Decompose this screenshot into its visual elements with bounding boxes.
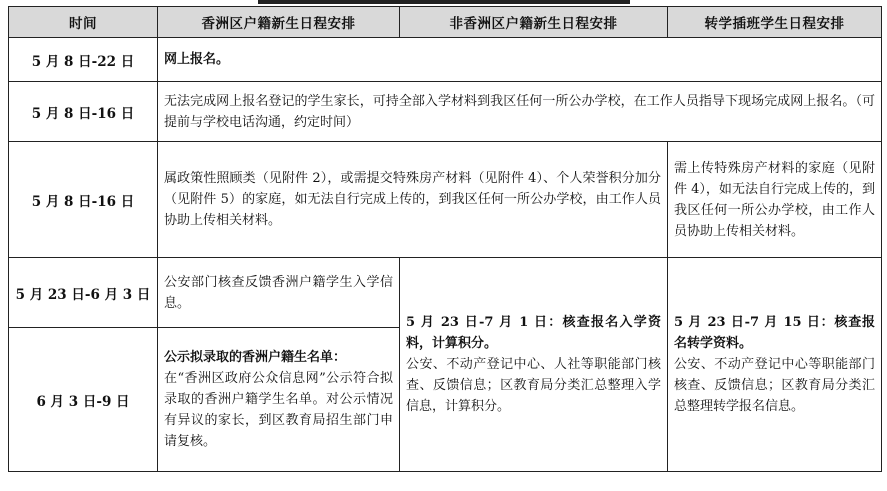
non-local-merged-cell: [400, 258, 668, 472]
transfer-text: 公安、不动产登记中心等职能部门核查、反馈信息；区教育局分类汇总整理转学报名信息。: [674, 357, 875, 414]
row-text: 无法完成网上报名登记的学生家长，可持全部入学材料到我区任何一所公办学校，在工作人员指导下现场完成网上报名。（可提前与学校电话沟通，约定时间）: [164, 93, 875, 130]
date-cell: 6 月 3 日-9 日: [9, 328, 158, 472]
content-cell: [158, 328, 400, 472]
non-local-title: 5 月 23 日-7 月 1 日：核查报名入学资料，计算积分。: [406, 315, 661, 351]
non-local-text: 公安、不动产登记中心、人社等职能部门核查、反馈信息；区教育局分类汇总整理入学信息，计算积分。: [406, 357, 661, 414]
content-cell: [158, 38, 882, 82]
date-cell: 5 月 8 日-16 日: [9, 82, 158, 142]
publicity-text: 在“香洲区政府公众信息网”公示符合拟录取的香洲户籍学生名单。对公示情况有异议的家长，到区教育局招生部门申请复核。: [164, 371, 393, 449]
date-cell: 5 月 23 日-6 月 3 日: [9, 258, 158, 328]
header-transfer: 转学插班学生日程安排: [668, 7, 882, 38]
table-row: [9, 258, 882, 328]
date-cell: 5 月 8 日-22 日: [9, 38, 158, 82]
table-row: [9, 38, 882, 82]
content-cell: [158, 258, 400, 328]
row-text: 需上传特殊房产材料的家庭（见附件 4），如无法自行完成上传的，到我区任何一所公办学校，由工作人员协助上传相关材料。: [674, 160, 875, 239]
row-text: 网上报名。: [164, 52, 230, 67]
content-cell: [158, 142, 668, 258]
row-text: 属政策性照顾类（见附件 2），或需提交特殊房产材料（见附件 4）、个人荣誉积分加分（见附件 5）的家庭，如无法自行完成上传的，到我区任何一所公办学校，由工作人员协助上传相关材料。: [164, 171, 661, 228]
header-row: [9, 7, 882, 38]
header-time: 时间: [9, 7, 158, 38]
date-cell: 5 月 8 日-16 日: [9, 142, 158, 258]
publicity-title: 公示拟录取的香洲户籍生名单：: [164, 350, 347, 365]
transfer-title: 5 月 23 日-7 月 15 日：核查报名转学资料。: [674, 315, 875, 351]
transfer-merged-cell: [668, 258, 882, 472]
table-row: [9, 82, 882, 142]
table-row: [9, 142, 882, 258]
row-text: 公安部门核查反馈香洲户籍学生入学信息。: [164, 274, 393, 311]
schedule-table: [8, 6, 882, 472]
content-cell: [158, 82, 882, 142]
content-cell: [668, 142, 882, 258]
header-non-local: 非香洲区户籍新生日程安排: [400, 7, 668, 38]
header-local: 香洲区户籍新生日程安排: [158, 7, 400, 38]
